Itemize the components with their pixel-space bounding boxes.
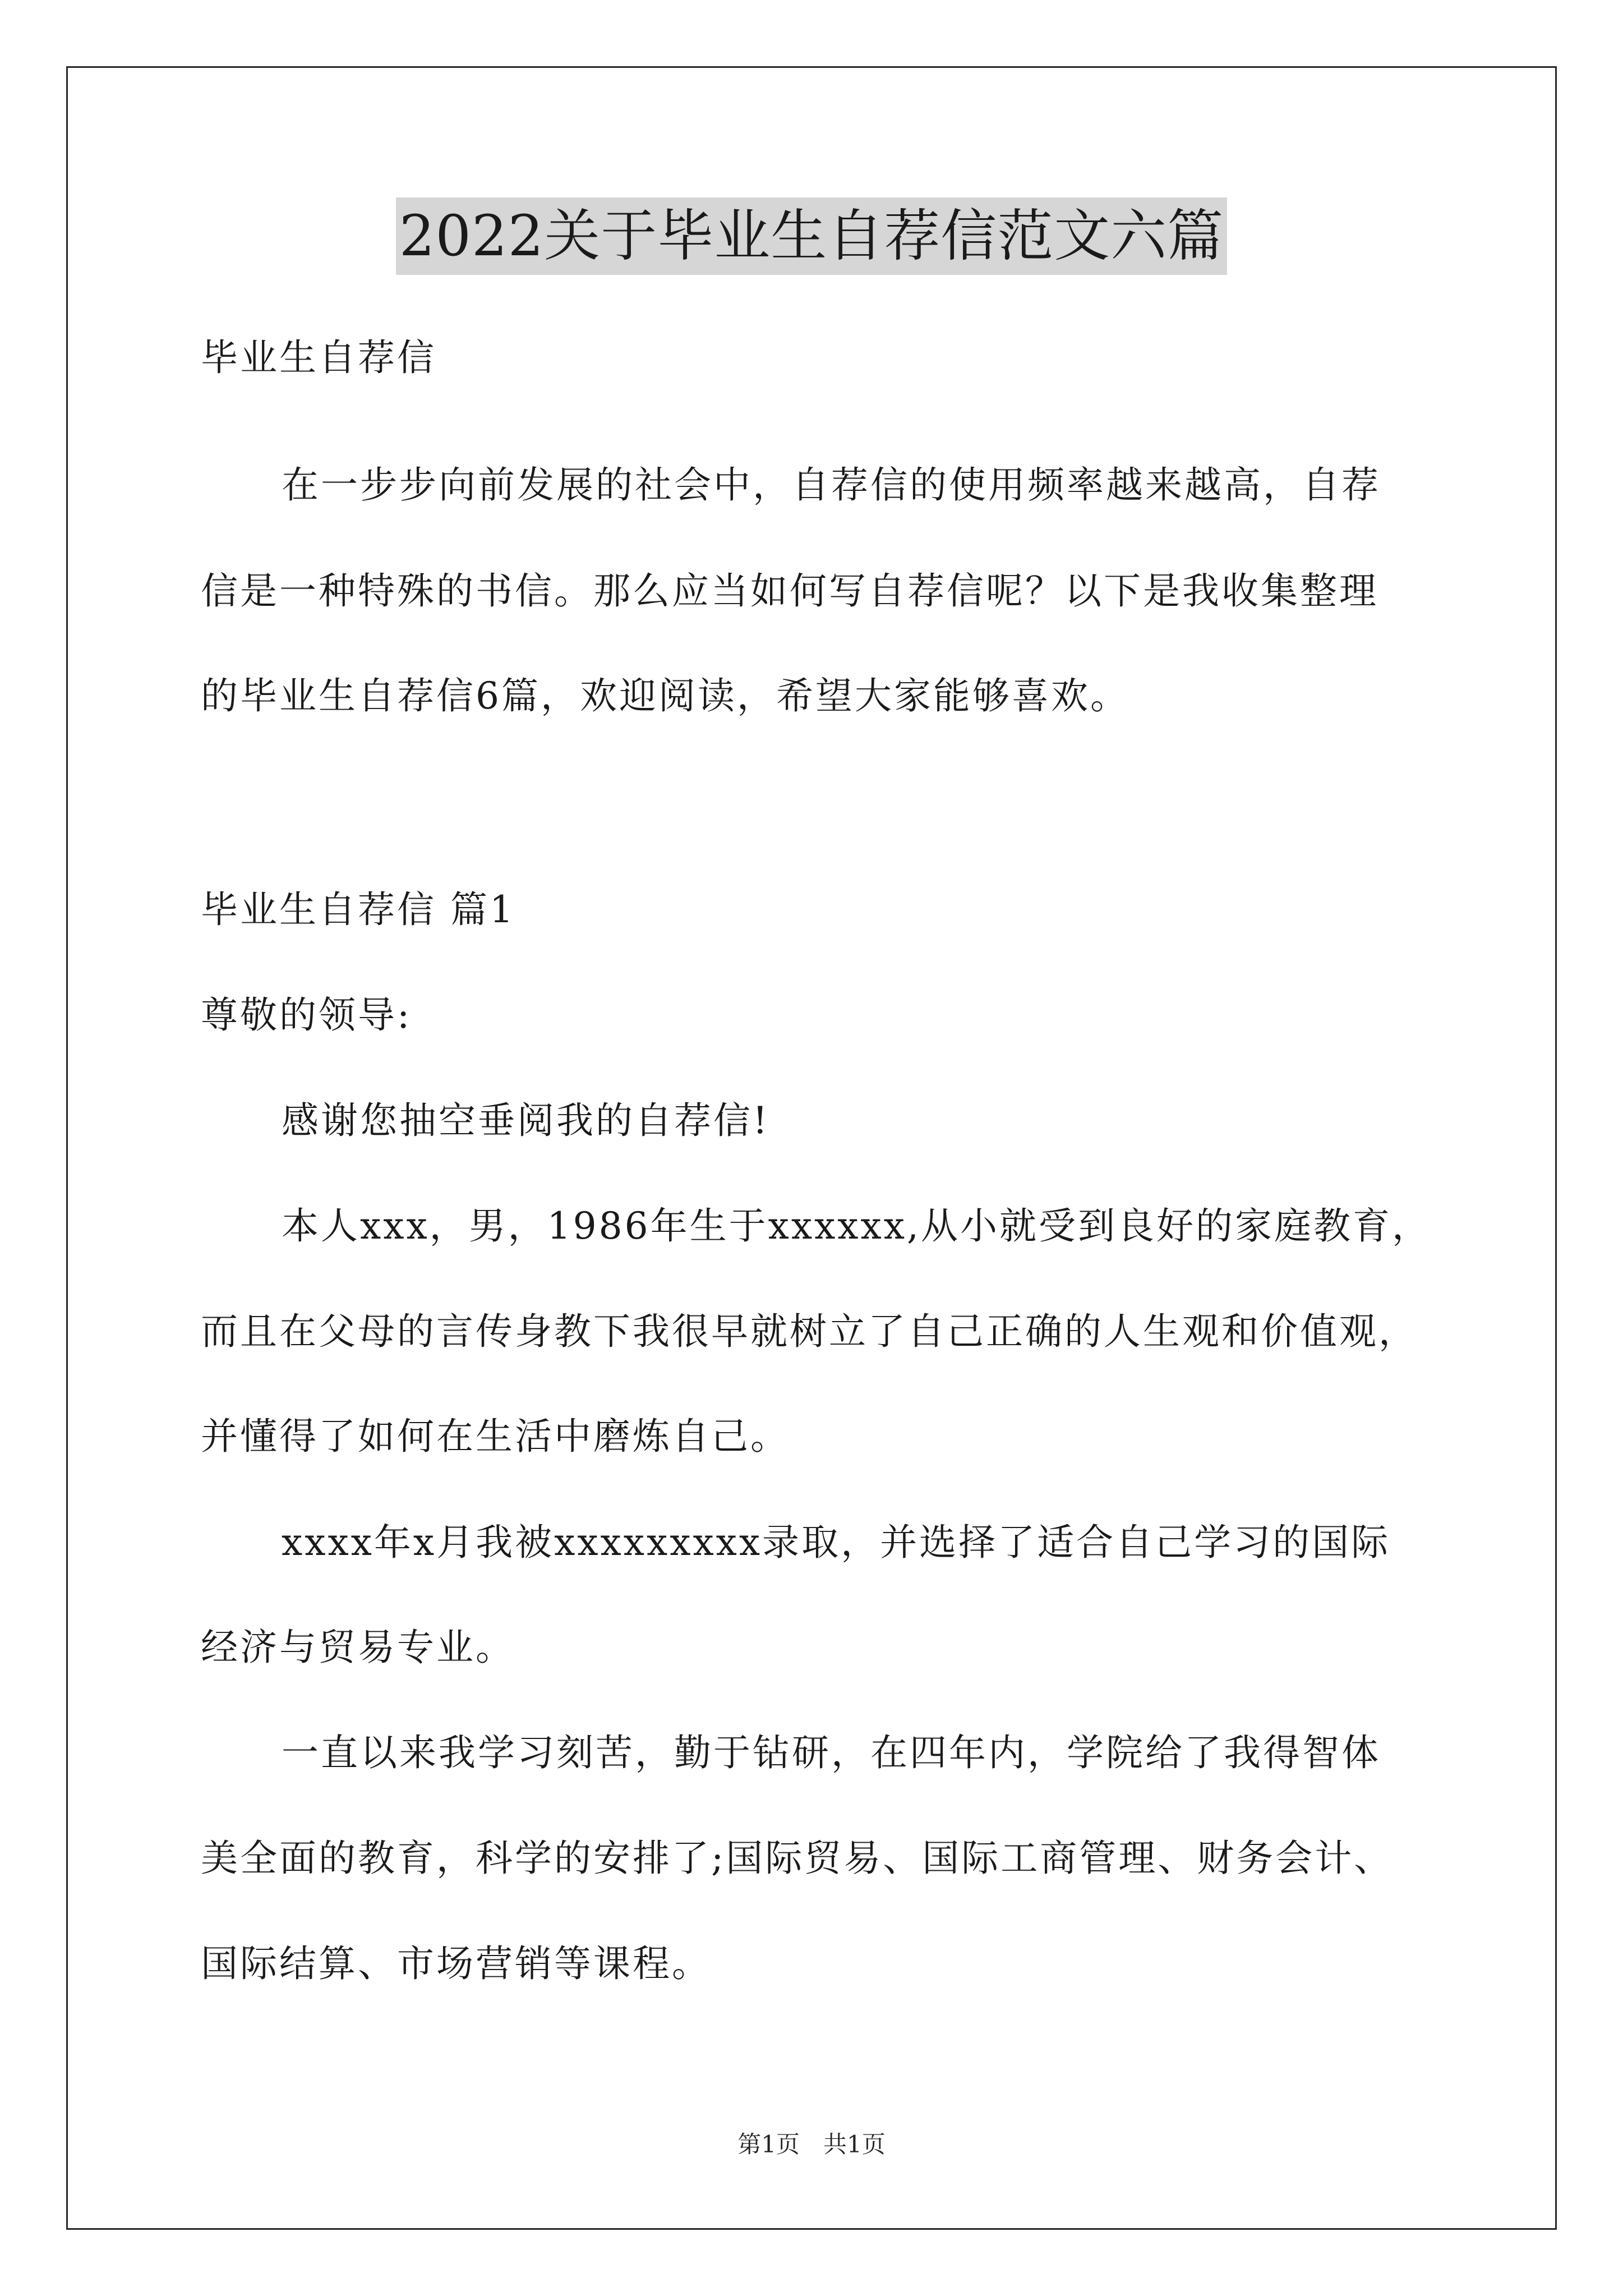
- paragraph-line: 经济与贸易专业。: [201, 1626, 515, 1669]
- paragraph-line: xxxx年x月我被xxxxxxxxx录取，并选择了适合自己学习的国际: [282, 1521, 1391, 1564]
- paragraph-line: 并懂得了如何在生活中磨炼自己。: [201, 1415, 790, 1458]
- paragraph-line: 而且在父母的言传身教下我很早就树立了自己正确的人生观和价值观，: [201, 1310, 1418, 1353]
- section-heading: 毕业生自荐信: [201, 336, 436, 379]
- salutation: 尊敬的领导:: [201, 993, 412, 1037]
- section-heading: 毕业生自荐信 篇1: [201, 888, 515, 931]
- paragraph-line: 在一步步向前发展的社会中，自荐信的使用频率越来越高，自荐: [282, 463, 1381, 507]
- paragraph-line: 感谢您抽空垂阅我的自荐信!: [282, 1099, 770, 1142]
- paragraph-line: 的毕业生自荐信6篇，欢迎阅读，希望大家能够喜欢。: [201, 674, 1129, 717]
- title-container: [0, 197, 1623, 275]
- page-footer: 第1页 共1页: [737, 2131, 886, 2158]
- document-title: 2022关于毕业生自荐信范文六篇: [396, 197, 1228, 275]
- page-border: [66, 66, 1557, 2230]
- paragraph-line: 信是一种特殊的书信。那么应当如何写自荐信呢？以下是我收集整理: [201, 569, 1378, 613]
- paragraph-line: 本人xxx，男，1986年生于xxxxxx,从小就受到良好的家庭教育，: [282, 1204, 1431, 1248]
- paragraph-line: 美全面的教育，科学的安排了;国际贸易、国际工商管理、财务会计、: [201, 1837, 1394, 1880]
- paragraph-line: 一直以来我学习刻苦，勤于钻研，在四年内，学院给了我得智体: [282, 1731, 1381, 1774]
- paragraph-line: 国际结算、市场营销等课程。: [201, 1942, 711, 1985]
